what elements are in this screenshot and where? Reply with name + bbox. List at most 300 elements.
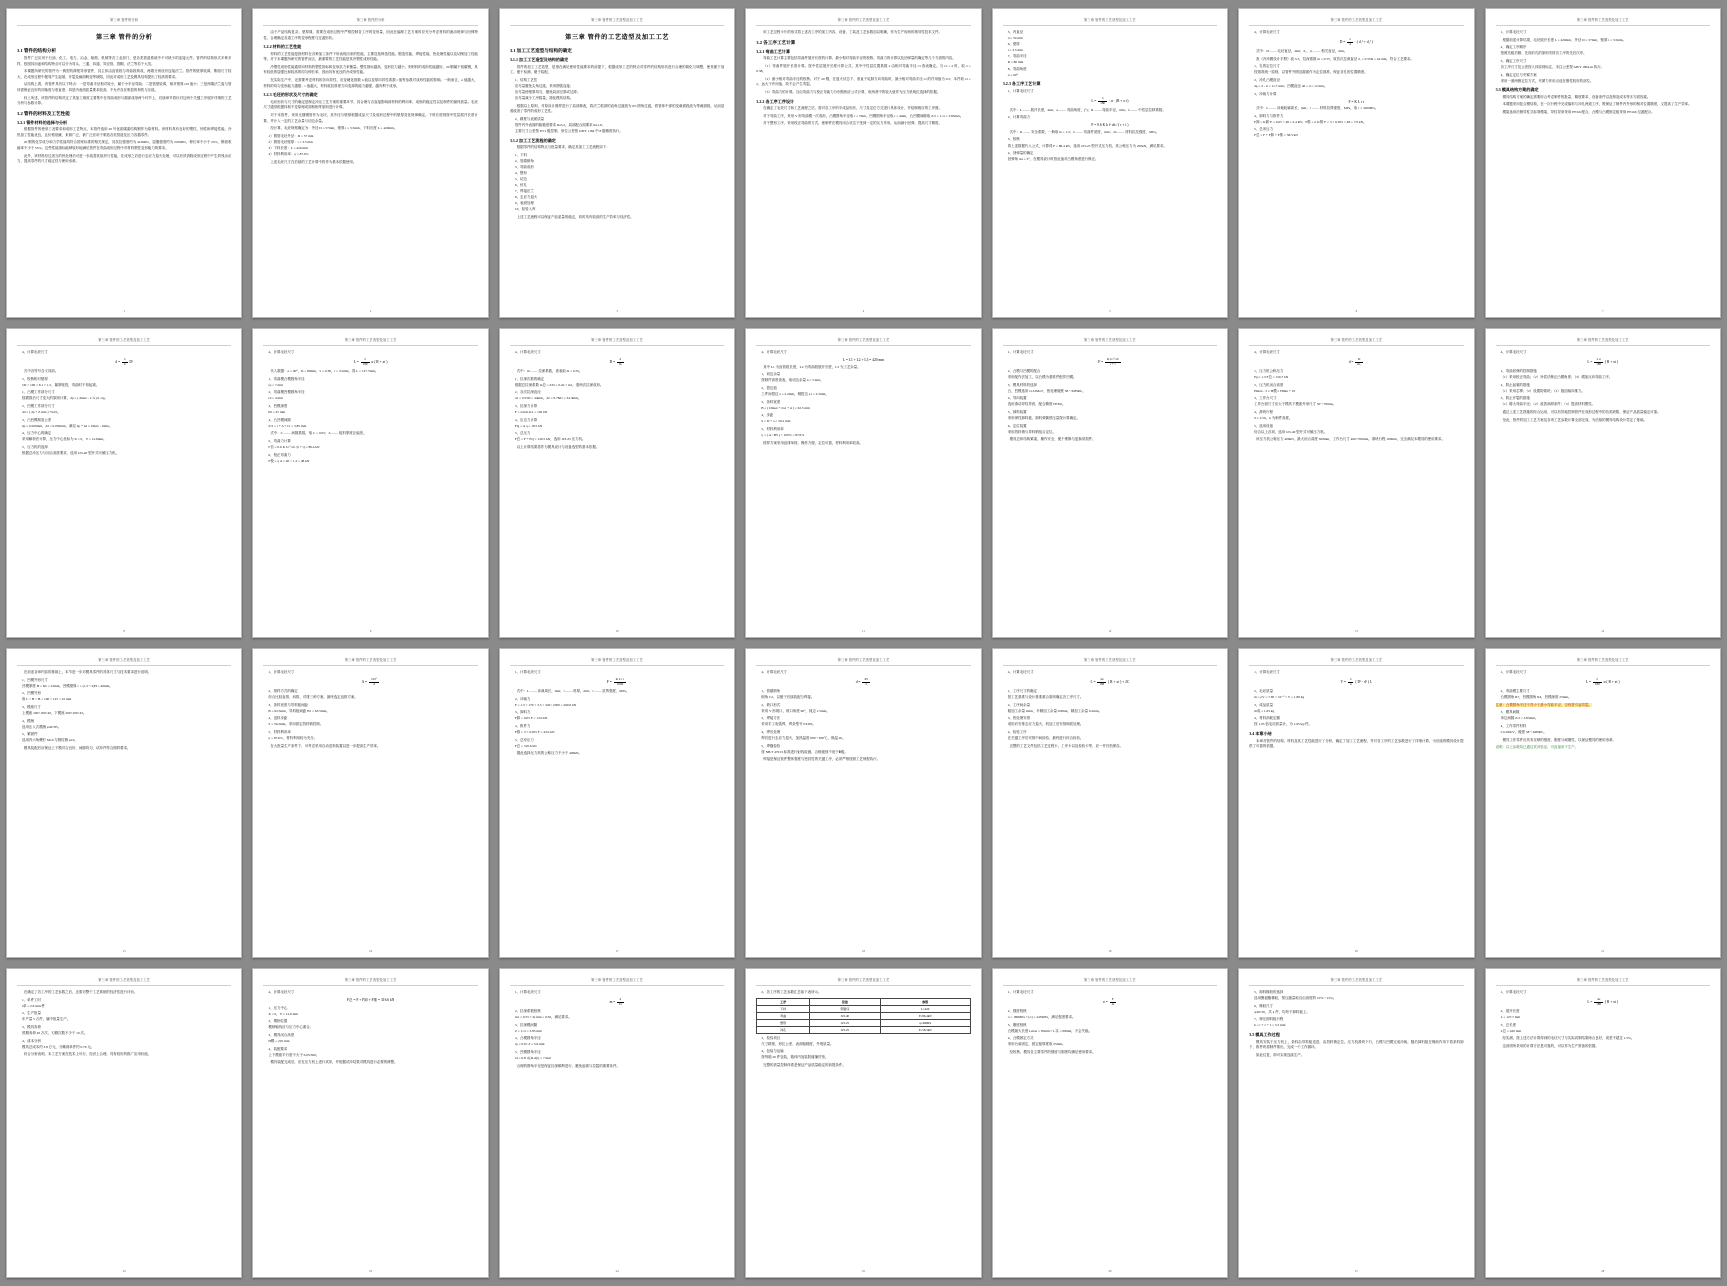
numbered-list xyxy=(756,372,970,384)
numbered-list xyxy=(1003,670,1217,676)
numbered-list xyxy=(510,1036,724,1048)
fraction xyxy=(1098,97,1107,105)
table-cell: q=40MPa xyxy=(880,1019,970,1026)
formula-lhs: L = xyxy=(1090,680,1097,685)
header-rule xyxy=(1249,345,1463,346)
page-footer xyxy=(253,309,487,313)
header-rule xyxy=(756,665,970,666)
fraction-denominator: 4 xyxy=(123,361,126,366)
list-item: φ40×30，共 4 件，均布于卸料板上。 xyxy=(1254,1009,1310,1014)
header-rule xyxy=(1496,345,1710,346)
table-cell: 整形 xyxy=(757,1019,810,1026)
fraction-denominator: D xyxy=(619,1001,622,1006)
page-running-header: 第三章 管件的工艺造型及加工工艺 xyxy=(344,658,397,662)
numbered-list xyxy=(510,697,724,709)
fraction xyxy=(1097,678,1106,686)
table-header-cell: 工序 xyxy=(757,998,810,1005)
table-cell: 下料 xyxy=(757,1005,810,1012)
document-page[interactable] xyxy=(1238,648,1474,958)
body-paragraph: 完整的工艺文件包括工艺过程卡、工序卡以及检验卡等，应一并归档保存。 xyxy=(1009,743,1124,748)
body-paragraph: 完整的质量控制体系是保证产品质量稳定的前提条件。 xyxy=(763,1062,846,1067)
list-item: 采用挡料销与导料销组合定位。 xyxy=(1007,429,1056,434)
list-item: 1）圆管毛坯外径：D = 57 mm xyxy=(268,133,314,138)
formula-lhs: A = xyxy=(361,680,368,685)
formula: F总 = F + F卸 + F推 = 316.6 kN xyxy=(346,998,395,1003)
page-running-header: 第三章 管件的工艺造型及加工工艺 xyxy=(98,338,151,342)
list-item: 1、单件工时 xyxy=(22,997,41,1002)
page-running-header: 第三章 管件的工艺造型及加工工艺 xyxy=(837,18,890,22)
list-item: 上模座 200×160×40，下模座 200×160×45。 xyxy=(22,711,87,716)
list-item: 采用解析法计算，压力中心坐标为 X = 0，Y = 12.6mm。 xyxy=(22,437,107,442)
list-item: 2、精度与表面质量 xyxy=(514,116,545,121)
list-item: 5、焊缝检验 xyxy=(761,743,781,748)
list-item: α = 90° xyxy=(1007,72,1018,77)
body-paragraph: 合理的圆角半径是保证拉深顺利进行、避免起皱与拉裂的重要条件。 xyxy=(516,1063,620,1068)
numbered-list xyxy=(17,445,231,457)
list-item: 选用聚氨酯橡胶，预压缩量取自由高度的 10%～15%。 xyxy=(1254,996,1337,1001)
fraction-formula xyxy=(1496,998,1710,1006)
header-rule xyxy=(1249,25,1463,26)
numbered-list xyxy=(1496,369,1710,381)
formula-rhs: ( R + xt ) xyxy=(1604,1000,1619,1005)
fraction-formula xyxy=(1249,678,1463,686)
list-item: 4、材料消耗定额 xyxy=(1254,716,1280,721)
document-page[interactable] xyxy=(252,968,488,1278)
subsection-heading: 3.4 本章小结 xyxy=(1249,731,1272,736)
document-page[interactable] xyxy=(1238,8,1474,318)
fraction xyxy=(1110,998,1116,1006)
body-paragraph: 式中：L —— 展开长度，mm；α —— 弯曲角度，(°)；R —— 弯曲半径，mm；x —— 中性层位移系数。 xyxy=(1009,107,1166,112)
fraction-denominator: 180 xyxy=(1099,681,1105,686)
numbered-list xyxy=(263,418,477,430)
list-item: 4、凸模圆角半径 xyxy=(514,1036,541,1041)
page-footer xyxy=(500,309,734,313)
body-paragraph: 模具装配后应保证上下模对合良好，间隙均匀，试冲件符合图样要求。 xyxy=(23,746,131,751)
document-page[interactable] xyxy=(6,8,242,318)
document-page[interactable] xyxy=(992,328,1228,638)
list-item: h0 = 25 mm xyxy=(268,410,286,414)
header-rule xyxy=(263,665,477,666)
body-paragraph: 对于整形工序，采用校正弯曲的方式，使制件在模具闭合状态下受到一定的压力作用，从而减小回弹、提高尺寸精度。 xyxy=(763,121,942,126)
list-item: 1、凹模外形尺寸 xyxy=(22,677,48,682)
body-paragraph: 毛坯形状与尺寸的确定是制定冲压工艺方案的重要环节，其合理与否直接影响到材料的利用率、成形的稳定性以及制件的最终质量。毛坯尺寸通常根据体积不变原理或面积相等原则进行计算。 xyxy=(263,99,478,110)
list-item: 2、管端倒角 xyxy=(514,158,534,163)
list-item: 1、凸模工作部分尺寸 xyxy=(22,390,55,395)
fraction-formula xyxy=(263,358,477,366)
list-item: η = 87.6%，材料利用较为充分。 xyxy=(268,736,318,741)
formula-rhs: · α · (R + x·t) xyxy=(1108,98,1129,103)
list-item: 1、拉深次数的确定 xyxy=(514,376,545,381)
list-item: 上下模座平行度不大于 0.05/300。 xyxy=(268,1052,320,1057)
numbered-list xyxy=(17,404,231,416)
header-rule xyxy=(1003,345,1217,346)
document-page[interactable] xyxy=(499,8,735,318)
body-paragraph: （1）弯曲件展开长度计算。按中性层展开长度计算公式，其中中性层位置系数 x 由相对弯曲半径 r/t 查表确定。当 r/t = 2 时，取 x = 0.38。 xyxy=(756,63,971,74)
page-footer xyxy=(253,949,487,953)
subsection-heading: 3.5 模具工作过程 xyxy=(1249,1032,1280,1038)
list-item: F校 = q A = 40 × 1.2 = 48 kN xyxy=(268,458,310,463)
list-item: 2、冲裁力 xyxy=(514,696,531,701)
page-number: 28 xyxy=(1601,1269,1605,1273)
formula-rhs: ( R + xt ) + 2C xyxy=(1107,680,1130,685)
list-item: 1、工序尺寸的确定 xyxy=(1007,688,1037,693)
list-item: 5、材料利用率 xyxy=(268,730,291,734)
list-item: 5、材料利用率 xyxy=(761,426,784,431)
list-item: 3、模具闭合高度 xyxy=(268,1032,295,1037)
fraction-numerator: π xyxy=(1593,678,1602,683)
list-item: 1、计算毛坯尺寸 xyxy=(1254,670,1280,674)
document-page[interactable] xyxy=(252,328,488,638)
list-item: 2、确定工序顺序 xyxy=(1500,45,1527,50)
subsection-heading: 3.1.1 加工工艺造型及结构的确定 xyxy=(509,57,569,62)
body-paragraph: 对于弯曲工序，采用 V 形弯曲模一次成形，凸模圆角半径取 r = 7mm，凹模圆角半径取 r = 4mm，凸凹模间隙取 Z/2 = 1.1t = 3.85mm。 xyxy=(763,113,964,118)
list-item: t/D × 100 = 6.1 > 1.5，属厚壁管，弯曲时不易起皱。 xyxy=(22,382,100,387)
list-item: 6、壁厚 xyxy=(1007,42,1020,47)
numbered-list xyxy=(510,990,724,996)
body-paragraph: 对于本管件，采用无缝钢管作为毛坯，其外径与壁厚根据成品尺寸及成形过程中的壁厚变化规律确定。下料长度则按中性层展开长度计算，并计入一定的工艺余量与切边余量。 xyxy=(263,112,478,123)
fraction-formula xyxy=(1003,358,1217,366)
fraction xyxy=(361,358,370,366)
numbered-list xyxy=(17,390,231,402)
fraction-numerator: F xyxy=(1110,998,1116,1003)
numbered-list xyxy=(263,1033,477,1045)
list-item: 5、凹模圆角半径 xyxy=(514,1050,541,1054)
document-page[interactable] xyxy=(1485,8,1721,318)
list-item: d = 50 mm xyxy=(1007,36,1023,41)
fraction xyxy=(862,678,870,686)
numbered-list xyxy=(1003,350,1217,356)
body-paragraph: 此外，该材料经过适当的热处理后可进一步改善其组织与性能，在成形之后进行去应力退火处理，可以有效消除成形过程中产生的残余应力，提高零件的尺寸稳定性与使用寿命。 xyxy=(17,153,232,164)
list-item: F卸 = 0.05 F = 13.0 kN xyxy=(514,716,548,721)
list-item: 4、确定定位与夹紧方案 xyxy=(1500,72,1537,77)
list-item: F总 = F + F卸 + F推 = 58.3 kN xyxy=(1254,133,1298,138)
fraction-numerator: π xyxy=(361,358,370,363)
list-item: 2、坡口形式 xyxy=(761,702,781,707)
page-footer xyxy=(1239,1269,1473,1273)
list-item: 1、计算毛坯尺寸 xyxy=(514,990,541,994)
fraction-denominator: 4 xyxy=(372,681,375,686)
list-item: 3、确定工序尺寸 xyxy=(1500,58,1527,63)
list-item: 4、计算毛坯尺寸 xyxy=(268,350,295,354)
numbered-list xyxy=(263,439,477,451)
document-page[interactable] xyxy=(992,8,1228,318)
formula-lhs: L = xyxy=(1586,680,1592,685)
page-footer xyxy=(1486,309,1720,313)
numbered-list xyxy=(1496,396,1710,408)
body-paragraph: 据此选择压力机的公称压力不小于 400kN。 xyxy=(516,751,582,756)
list-item: 10、检验入库 xyxy=(514,207,536,212)
document-page[interactable] xyxy=(6,968,242,1278)
document-page[interactable] xyxy=(1238,968,1474,1278)
header-rule xyxy=(17,25,231,26)
page-running-header: 第三章 管件的工艺造型及加工工艺 xyxy=(591,978,643,982)
numbered-list xyxy=(263,390,477,402)
document-page[interactable] xyxy=(1485,328,1721,638)
list-item: F总 = 316.6 kN xyxy=(514,743,537,748)
numbered-list xyxy=(17,1011,231,1023)
fraction-formula xyxy=(510,678,724,686)
fraction-numerator: K b t² σb xyxy=(1107,357,1119,362)
list-item: 按基准统一原则，以管件外圆及端面作为定位基准，保证各孔的位置精度。 xyxy=(1254,70,1368,75)
list-item: 2、拉深系数校核 xyxy=(514,1008,541,1013)
fraction-denominator: m₁ xyxy=(1357,361,1361,366)
fraction-numerator: d xyxy=(617,358,623,363)
list-item: 综合以上各项，选用 J23-40 型开式可倾压力机。 xyxy=(1254,429,1328,434)
green-note: 说明：以上参数均已通过试冲验证，可直接用于生产。 xyxy=(1495,745,1579,750)
numbered-list xyxy=(1249,990,1463,1002)
document-page[interactable] xyxy=(1485,648,1721,958)
list-item: 3、拉深模间隙 xyxy=(514,1022,538,1027)
body-paragraph: 在确定了各工序的工艺参数之后，还需对整个工艺系统的经济性进行评价。 xyxy=(23,990,138,994)
body-paragraph: 该压力机公称压力 400kN，最大闭合高度 300mm，工作台尺寸 460×700mm，滑块行程 100mm，完全满足本模具的使用要求。 xyxy=(1256,437,1445,442)
table-header-cell: 设备 xyxy=(810,998,881,1005)
numbered-list xyxy=(1003,424,1217,436)
document-page[interactable] xyxy=(6,328,242,638)
numbered-list xyxy=(756,1036,970,1048)
document-page[interactable] xyxy=(745,648,981,958)
subsection-heading: 3.2.3 各工序工艺计算 xyxy=(1002,81,1041,87)
body-paragraph: 20 钢的化学成分和力学性能均符合国家标准的相关规定，其抗拉强度约为 410MPa，屈服强度约为 245MPa，伸长率不小于 25%，断面收缩率不小于 55%。这些性能指标能够较好地满足管件在弯曲成形过程中对材料塑性变形能力的要求。 xyxy=(17,140,232,151)
header-rule xyxy=(17,985,231,986)
list-item: σ = 180MPa < [σ] = 245MPa，满足强度要求。 xyxy=(1007,1015,1076,1020)
list-item: h = t + 1 + 1 = 5.5 mm xyxy=(1254,1023,1286,1028)
numbered-list xyxy=(263,689,477,701)
numbered-list xyxy=(756,350,970,356)
list-item: 应尽量避免尖角过渡，采用圆弧连接； xyxy=(514,83,574,88)
list-item: 采用配作法加工，以凸模为基准件配作凹模。 xyxy=(1007,375,1077,380)
list-item: 4、装配要求 xyxy=(268,1046,288,1051)
page-number: 24 xyxy=(615,1269,619,1273)
list-item: rp = 7 mm xyxy=(268,382,283,387)
list-item: 1、下料 xyxy=(514,152,527,157)
body-paragraph: 如此往复，即可实现连续生产。 xyxy=(1256,1052,1305,1057)
body-paragraph: 综上所述，该管件的结构决定了其加工难度主要集中在弯曲成形与端部成形两个环节上，后续章节将针对这两个关键工序展开详细的工艺分析与参数计算。 xyxy=(17,95,232,106)
numbered-list xyxy=(1496,689,1710,701)
numbered-list xyxy=(1249,716,1463,728)
list-item: 4、计算毛坯尺寸 xyxy=(514,350,541,354)
fraction xyxy=(1355,358,1363,366)
document-page[interactable] xyxy=(499,968,735,1278)
document-page[interactable] xyxy=(745,328,981,638)
header-rule xyxy=(1496,985,1710,986)
page-running-header: 第三章 管件的工艺造型及加工工艺 xyxy=(98,658,151,662)
numbered-list xyxy=(1249,410,1463,422)
list-item: F推 = 3 × 0.055 F = 43.0 kN xyxy=(514,730,555,734)
page-footer xyxy=(1486,629,1720,633)
numbered-list xyxy=(263,990,477,996)
list-item: 2、搭边值 xyxy=(761,385,777,390)
page-running-header: 第三章 管件的工艺造型及加工工艺 xyxy=(1576,338,1629,342)
document-page[interactable] xyxy=(499,648,735,958)
document-page[interactable] xyxy=(992,648,1228,958)
numbered-list xyxy=(263,703,477,715)
subsection-heading: 3.2.2 各工序工序设计 xyxy=(756,98,795,104)
fraction-numerator: π xyxy=(1349,677,1352,682)
numbered-list xyxy=(17,732,231,744)
fraction xyxy=(1347,38,1353,46)
list-item: 6、钻孔 xyxy=(514,183,527,188)
page-number: 18 xyxy=(861,949,865,953)
fraction-formula xyxy=(1003,97,1217,105)
fraction xyxy=(1105,358,1120,366)
fraction-formula xyxy=(1496,678,1710,686)
page-number: 17 xyxy=(615,949,619,953)
numbered-list xyxy=(510,738,724,750)
body-paragraph: 上述工艺流程可以保证产品质量的稳定，同时具有较高的生产效率与经济性。 xyxy=(516,215,634,220)
list-item: 2、展开长度 xyxy=(1500,1008,1520,1013)
body-paragraph: 经计算，毛坯规格确定为：外径 D = 57mm，壁厚 t = 3.5mm，下料长度 L = 420mm。 xyxy=(270,126,398,131)
list-item: 3、条料宽度与导料板间距 xyxy=(268,702,308,707)
list-item: 2、压力机闭合高度 xyxy=(1254,382,1284,387)
fraction-denominator: 4 xyxy=(1349,41,1351,46)
list-item: 2、工序间余量 xyxy=(1007,702,1031,707)
page-number: 7 xyxy=(1602,309,1604,313)
list-item: Hmax - 5 ≥ H模 ≥ Hmin + 10 xyxy=(1254,388,1296,393)
page-number: 22 xyxy=(122,1269,126,1273)
numbered-list xyxy=(1496,30,1710,36)
list-item: F = 1.3 × 179 × 3.5 × 320 / 1000 = 260.6 kN xyxy=(514,702,577,707)
page-number: 11 xyxy=(862,629,865,633)
document-page[interactable] xyxy=(745,8,981,318)
fraction-formula xyxy=(510,358,724,366)
document-page[interactable] xyxy=(252,648,488,958)
table-header-cell: 参数 xyxy=(880,998,970,1005)
list-item: 采用手工电弧焊，焊条型号 E4303。 xyxy=(761,722,816,727)
document-page[interactable] xyxy=(1238,328,1474,638)
table-row xyxy=(757,1012,970,1019)
body-paragraph: 式中：D —— 毛坯直径，mm；d₁、d₂ —— 相关直径，mm。 xyxy=(1256,48,1348,53)
fraction-formula xyxy=(1496,358,1710,366)
fraction-denominator: 180 xyxy=(1596,361,1602,366)
page-running-header: 第三章 管件的工艺造型及加工工艺 xyxy=(591,18,643,22)
list-item: d1 = 0.55D = 44mm，d2 = 0.78d1 = 34.3mm。 xyxy=(514,396,582,401)
body-paragraph: （2）最小相对弯曲半径的校核。对于 20 钢，在退火状态下、垂直于轧制方向弯曲时，最小相对弯曲半径 r/t 的许用值为 0.5；本件取 r/t = 2，远大于许用值，故不会产生弯裂。 xyxy=(756,76,971,87)
list-item: R = 80 mm xyxy=(1007,60,1024,65)
table-cell: 冲孔 xyxy=(757,1026,810,1033)
list-item: 5、总冲压力 xyxy=(514,737,534,742)
list-item: 1、弯曲回弹的控制措施 xyxy=(1500,368,1537,373)
page-running-header: 第三章 管件的工艺造型及加工工艺 xyxy=(1330,978,1383,982)
list-item: rd = 0.8 √((D-d)t) = 7 mm xyxy=(514,1056,551,1061)
page-footer xyxy=(746,949,980,953)
list-item: 4、导向装置 xyxy=(1007,396,1027,401)
formula-lhs: d = xyxy=(1348,360,1355,365)
page-number: 12 xyxy=(1108,629,1112,633)
list-item: 应尽量减少工序数量，简化模具结构。 xyxy=(514,95,574,100)
page-footer xyxy=(746,629,980,633)
list-item: 4、计算毛坯尺寸 xyxy=(1500,350,1527,354)
page-footer xyxy=(1239,309,1473,313)
numbered-list xyxy=(263,1047,477,1059)
list-item: 3、凹模深度 xyxy=(268,403,288,408)
fraction xyxy=(1348,678,1354,686)
fraction-formula xyxy=(17,358,231,366)
document-page[interactable] xyxy=(499,328,735,638)
list-item: 3、总长度 xyxy=(1500,1022,1517,1027)
section-heading: 3.2 各工序工艺计算 xyxy=(756,39,796,45)
list-item: 1、计算毛坯尺寸 xyxy=(1007,990,1034,994)
document-page[interactable] xyxy=(252,8,488,318)
document-page[interactable] xyxy=(1485,968,1721,1278)
list-item: 3、卸料力 xyxy=(514,710,531,715)
list-item: 2、各工序的工艺参数汇总如下表所示。 xyxy=(761,990,822,994)
document-page[interactable] xyxy=(992,968,1228,1278)
page-running-header: 第三章 管件的工艺造型及加工工艺 xyxy=(1084,978,1136,982)
numbered-list xyxy=(1003,1036,1217,1048)
table-cell: F=58.3kN xyxy=(880,1026,970,1033)
numbered-list xyxy=(1496,1009,1710,1021)
body-paragraph: 焊接是保证管件整体强度与密封性的关键工序，必须严格按照工艺规程执行。 xyxy=(763,757,881,762)
highlighted-note xyxy=(1496,703,1710,709)
list-item: dd = ( dp + Z min ) +δd 0。 xyxy=(22,410,61,414)
fraction-formula xyxy=(1003,678,1217,686)
page-footer xyxy=(7,1269,241,1273)
list-item: 成形后安排去应力退火，机加工后安排调质处理。 xyxy=(1007,722,1084,727)
body-paragraph: （3）弯曲力的计算。自由弯曲力与校正弯曲力分别按相应公式计算，取两者中的较大值作为压力机吨位选择的依据。 xyxy=(763,90,941,95)
numbered-list xyxy=(510,390,724,402)
list-item: 凸、凹模选用 Cr12MoV，热处理硬度 58～62HRC。 xyxy=(1007,388,1086,393)
page-footer xyxy=(253,1269,487,1273)
list-item: 4、模柄 xyxy=(22,718,35,723)
numbered-list xyxy=(1249,30,1463,36)
fraction-formula xyxy=(1249,38,1463,46)
numbered-list xyxy=(1003,151,1217,163)
subsection-heading: 3.2.2 材料的工艺性能 xyxy=(263,44,302,50)
numbered-list xyxy=(1249,64,1463,76)
numbered-list xyxy=(1496,383,1710,395)
page-footer xyxy=(993,309,1227,313)
list-item: F = πdtσb K1 = 102 kN xyxy=(514,410,548,414)
header-rule xyxy=(510,665,724,666)
numbered-list xyxy=(263,1006,477,1018)
body-paragraph: 经实测，按上述方法计算得到的毛坯尺寸与实际试制结果吻合良好，误差不超过 1.5%。 xyxy=(1502,1036,1635,1041)
list-item: 按制件高度查表，取切边余量 δ = 5 mm。 xyxy=(761,378,824,383)
body-paragraph: 在确定了毛坯尺寸和工艺流程之后，需对各工序的半成品形状、尺寸及定位方式进行具体设计，并绘制相应的工序图。 xyxy=(763,106,942,111)
list-item: 6、校正弯曲力 xyxy=(268,452,291,457)
header-rule xyxy=(263,345,477,346)
numbered-list xyxy=(756,990,970,996)
body-paragraph: 模具安装于压力机上，条料沿导料板送进，由挡料销定位。压力机滑块下行，凸模与凹模完成冲裁，随后卸料板在橡胶作用下将条料卸下，推件块将制件推出，完成一个工作循环。 xyxy=(1249,1039,1464,1050)
numbered-list xyxy=(1003,1009,1217,1021)
numbered-list xyxy=(1003,410,1217,422)
list-item: 8、弯曲角度 xyxy=(1007,66,1027,71)
list-item: 3、检验项目 xyxy=(761,1035,781,1040)
document-page[interactable] xyxy=(745,968,981,1278)
list-item: 3、模具寿命 xyxy=(22,1024,41,1029)
list-item: 3、凸凹模制造公差 xyxy=(22,417,52,422)
page-running-header: 第三章 管件的工艺造型及加工工艺 xyxy=(1084,18,1136,22)
numbered-list xyxy=(756,386,970,398)
formula-lhs: F = xyxy=(606,680,613,685)
page-footer xyxy=(7,629,241,633)
numbered-list xyxy=(1003,730,1217,742)
page-footer xyxy=(1486,949,1720,953)
page-footer xyxy=(500,1269,734,1273)
list-item: 2）圆管毛坯壁厚：t = 3.5 mm xyxy=(268,139,313,144)
page-footer xyxy=(746,309,980,313)
list-item: 1、压力中心 xyxy=(268,1005,288,1010)
numbered-list xyxy=(1249,127,1463,139)
list-item: 模柄轴线应与压力中心重合。 xyxy=(268,1025,314,1030)
list-item: 采用台肩固定，固定板厚度取 25mm。 xyxy=(1007,1042,1066,1047)
header-rule xyxy=(1003,665,1217,666)
subsection-heading: 3.3 模具结构方案的确定 xyxy=(1495,87,1539,93)
table-cell: J23-25 xyxy=(810,1026,881,1033)
page-running-header: 第三章 管件的工艺造型及加工工艺 xyxy=(1084,338,1136,342)
list-item: 3、模具间隙 xyxy=(1500,710,1520,715)
document-page[interactable] xyxy=(6,648,242,958)
list-item: 将上述数据代入公式，计算得 F = 86.4 kN，选用 J23-25 型开式压力机，其公称压力为 250kN，满足要求。 xyxy=(1007,143,1167,148)
